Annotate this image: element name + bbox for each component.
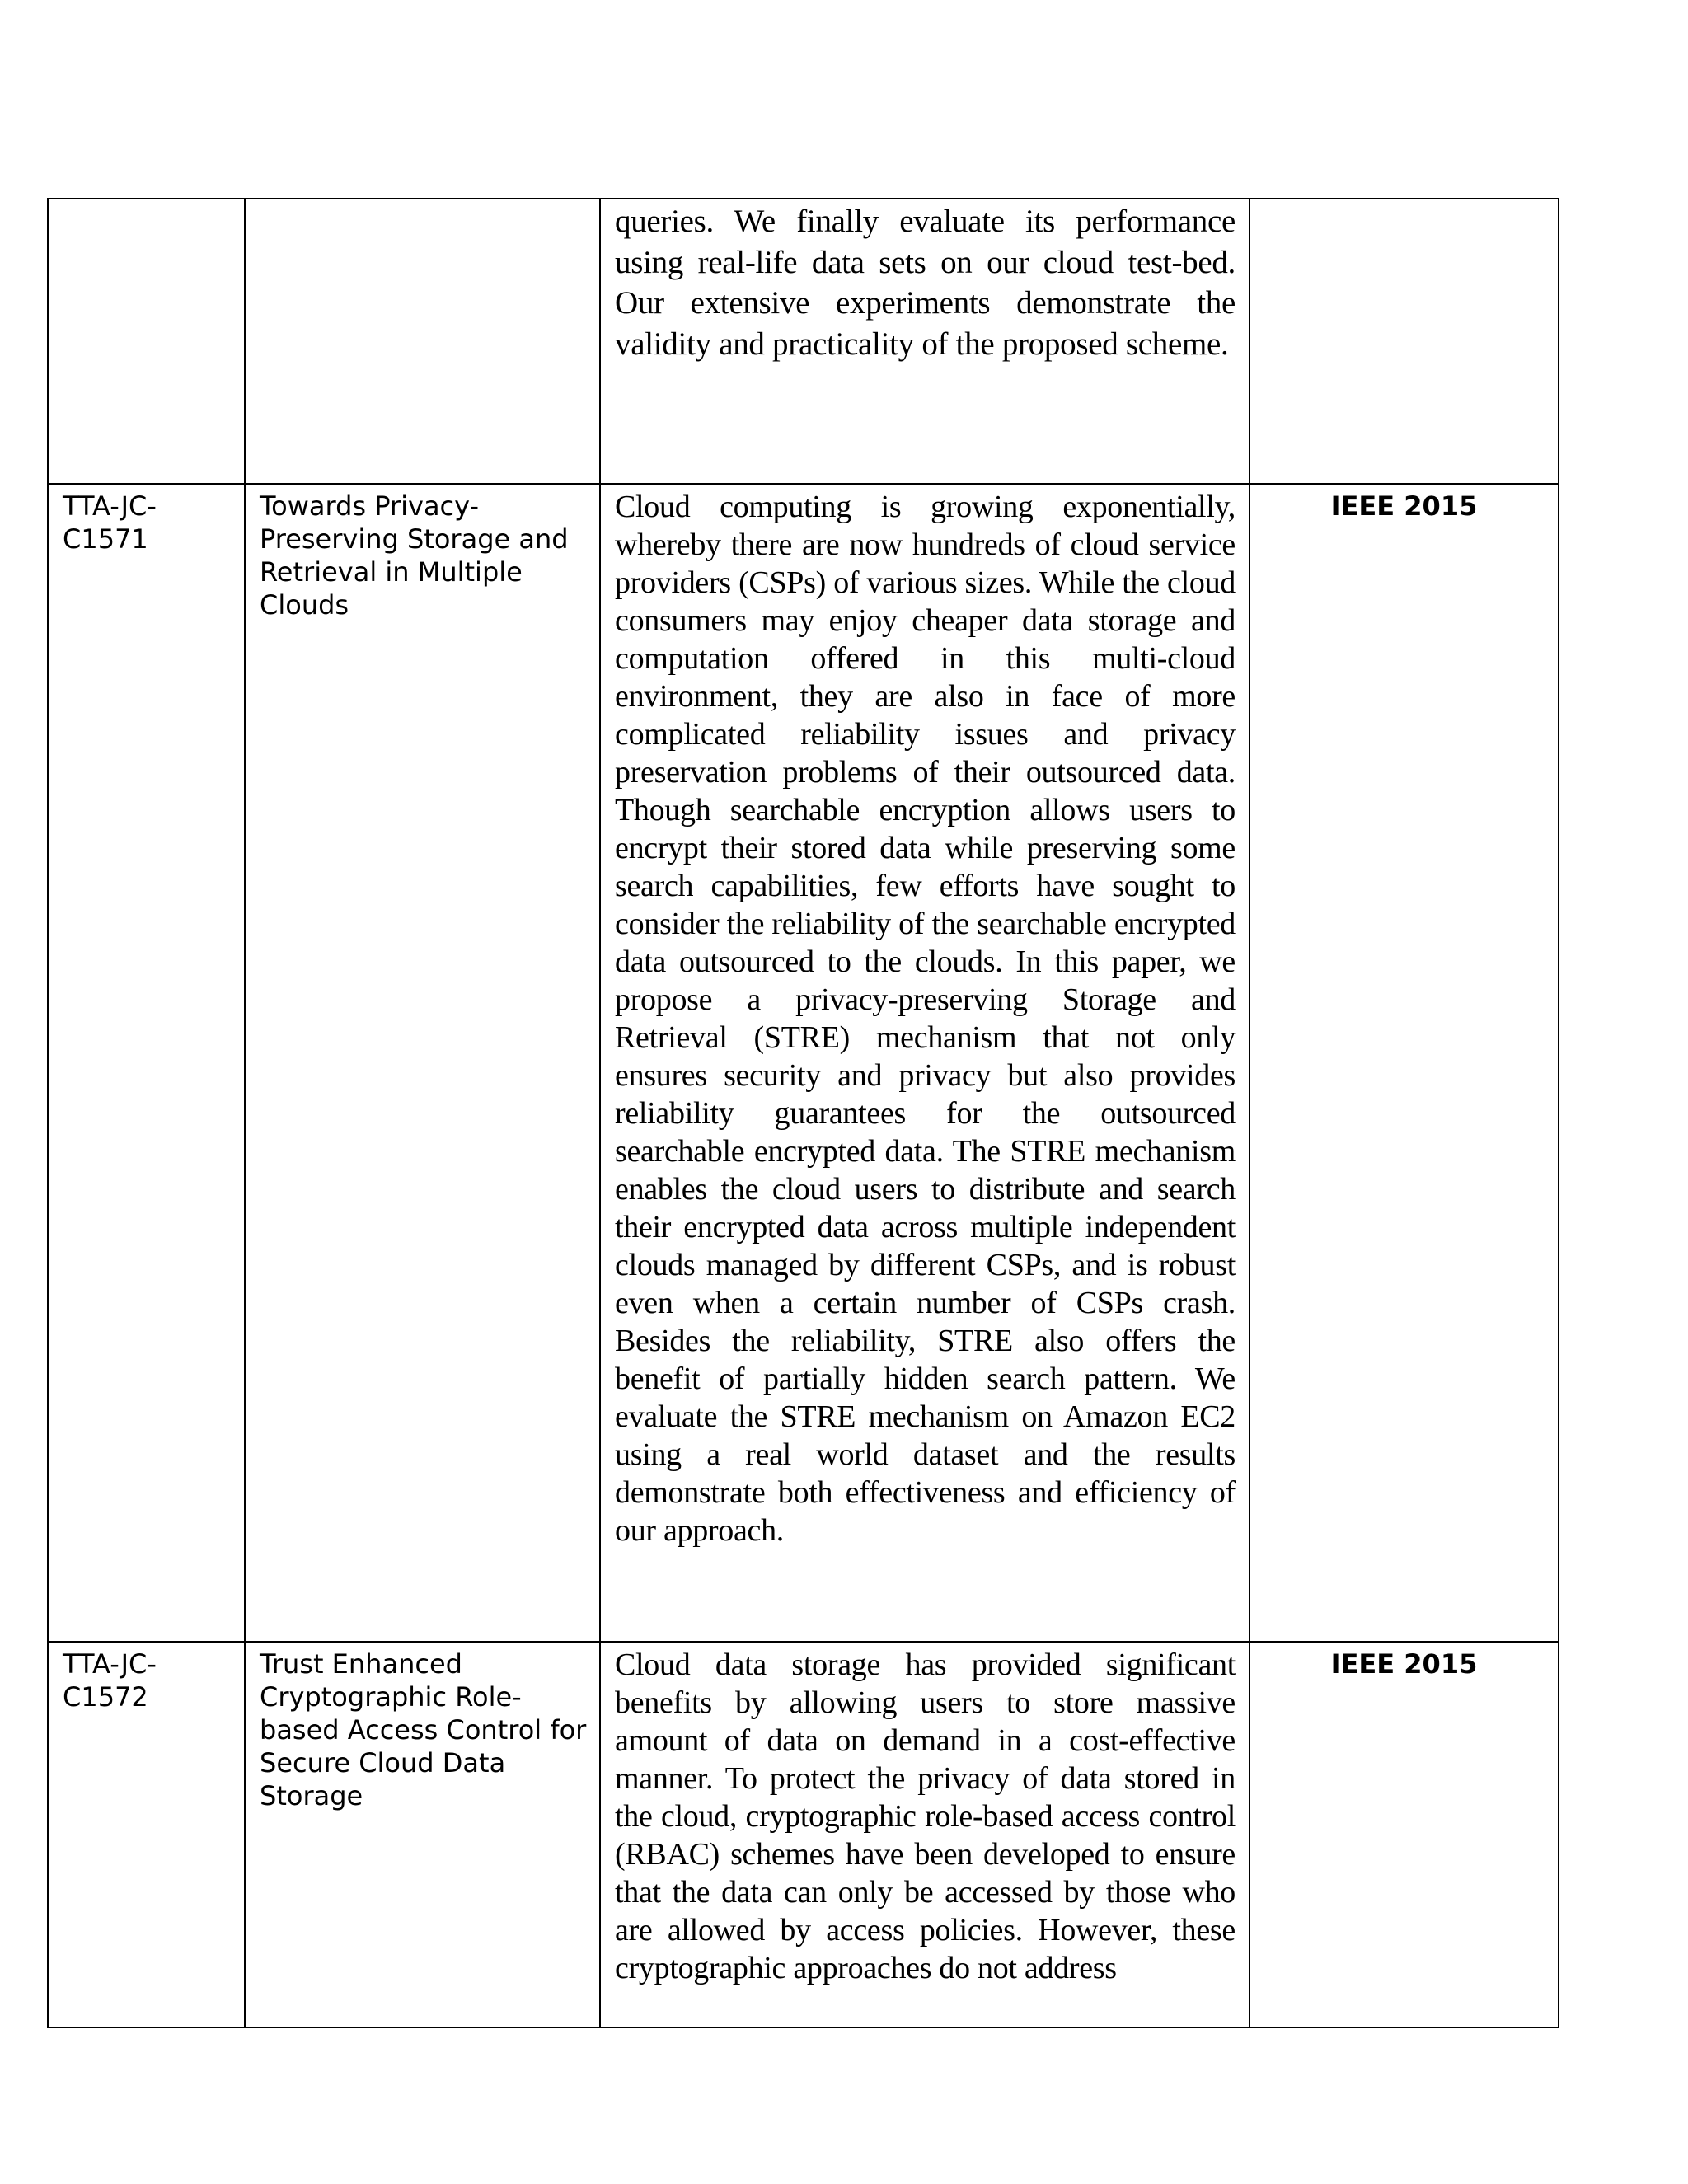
- project-venue: [1250, 199, 1559, 484]
- project-code: TTA-JC-C1571: [48, 484, 245, 1642]
- project-title: [245, 199, 600, 484]
- project-abstract: queries. We finally evaluate its performance using real-life data sets on our cloud test-bed. Our extensive experiments demonstrate the validity and practicality of the proposed scheme.: [600, 199, 1250, 484]
- project-code: [48, 199, 245, 484]
- table-row: [48, 199, 1559, 484]
- project-abstract: Cloud computing is growing exponentially, whereby there are now hundreds of cloud service providers (CSPs) of various sizes. While the cloud consumers may enjoy cheaper data storage and computation offered in this multi-cloud environment, they are also in face of more complicated reliability issues and privacy preservation problems of their outsourced data. Though searchable encryption allows users to encrypt their stored data while preserving some search capabilities, few efforts have sought to consider the reliability of the searchable encrypted data outsourced to the clouds. In this paper, we propose a privacy-preserving Storage and Retrieval (STRE) mechanism that not only ensures security and privacy but also provides reliability guarantees for the outsourced searchable encrypted data. The STRE mechanism enables the cloud users to distribute and search their encrypted data across multiple independent clouds managed by different CSPs, and is robust even when a certain number of CSPs crash. Besides the reliability, STRE also offers the benefit of partially hidden search pattern. We evaluate the STRE mechanism on Amazon EC2 using a real world dataset and the results demonstrate both effectiveness and efficiency of our approach.: [600, 484, 1250, 1642]
- table-row: [48, 484, 1559, 1642]
- project-venue: IEEE 2015: [1250, 484, 1559, 1642]
- project-code: TTA-JC-C1572: [48, 1642, 245, 2027]
- table-row: [48, 1642, 1559, 2027]
- project-venue: IEEE 2015: [1250, 1642, 1559, 2027]
- project-title: Towards Privacy-Preserving Storage and Retrieval in Multiple Clouds: [245, 484, 600, 1642]
- projects-table: [47, 198, 1559, 2028]
- project-title: Trust Enhanced Cryptographic Role-based Access Control for Secure Cloud Data Storage: [245, 1642, 600, 2027]
- project-abstract: Cloud data storage has provided significant benefits by allowing users to store massive amount of data on demand in a cost-effective manner. To protect the privacy of data stored in the cloud, cryptographic role-based access control (RBAC) schemes have been developed to ensure that the data can only be accessed by those who are allowed by access policies. However, these cryptographic approaches do not address: [600, 1642, 1250, 2027]
